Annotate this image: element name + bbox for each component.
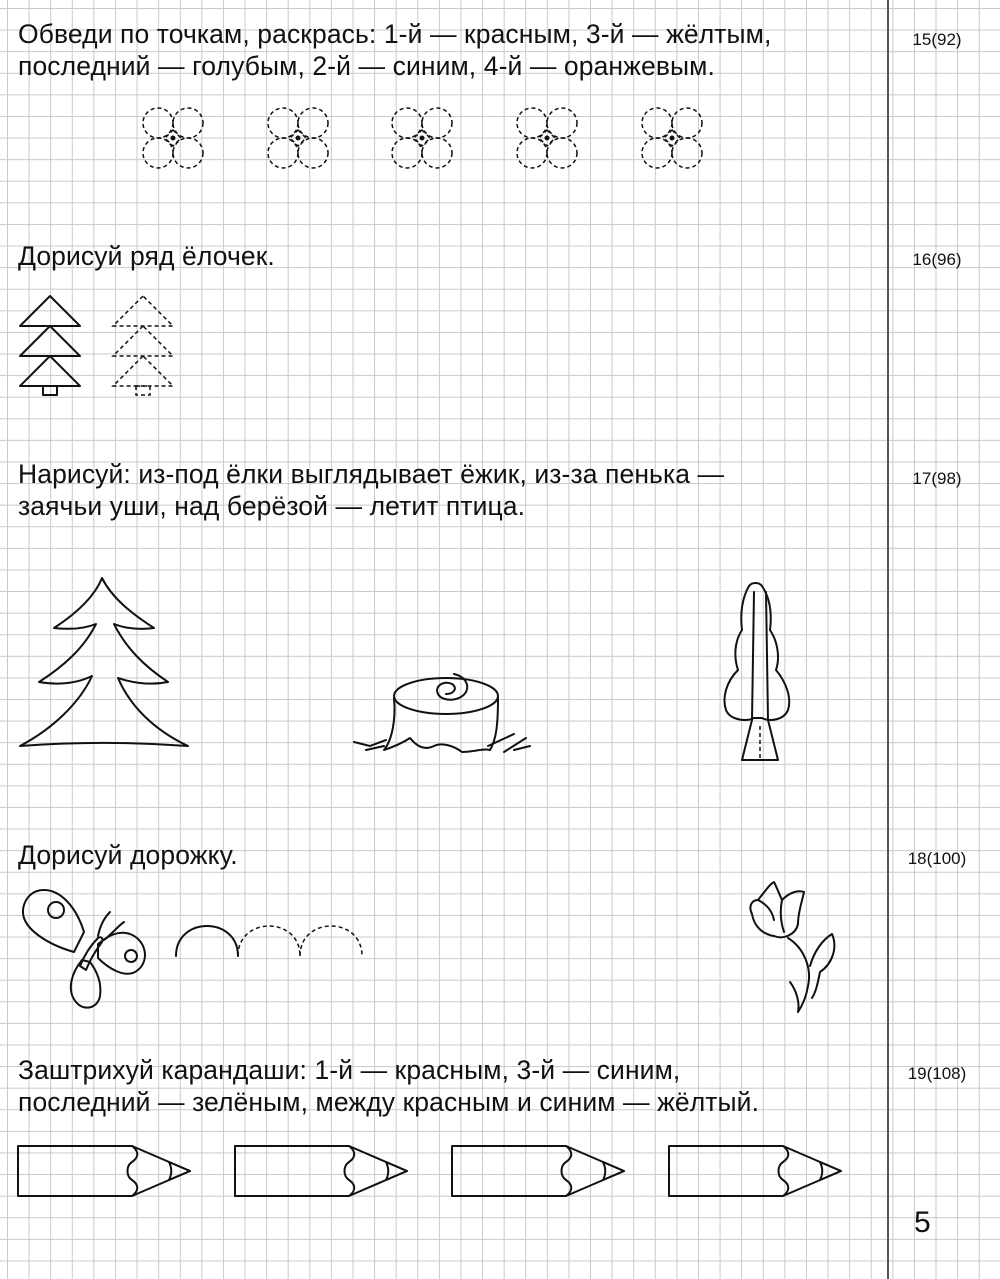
task-17-number: 17(98) [912, 469, 962, 488]
task-15-line-1: Обведи по точкам, раскрась: 1-й — красным, 3-й — жёлтым, [18, 19, 772, 49]
task-15-number: 15(92) [912, 30, 962, 49]
task-16-line-1: Дорисуй ряд ёлочек. [18, 241, 275, 271]
spruce-outline [20, 578, 188, 746]
dotted-flower-3 [392, 108, 452, 168]
task-17-line-2: заячьи уши, над берёзой — летит птица. [18, 491, 526, 521]
dotted-flower-1 [143, 108, 203, 168]
fir-trees-row [14, 292, 194, 402]
task-17-text [18, 458, 888, 522]
solid-fir-tree [20, 296, 80, 395]
task-17-line-1: Нарисуй: из-под ёлки выглядывает ёжик, из-за пенька — [18, 459, 725, 489]
task-19-number: 19(108) [907, 1064, 967, 1083]
pencil-4 [669, 1146, 841, 1196]
hill-path [176, 926, 362, 956]
dotted-flowers-row [130, 95, 730, 185]
task-18-text [18, 839, 888, 871]
birch-tree [725, 583, 790, 760]
tree-stump [354, 674, 530, 752]
dotted-flower-5 [642, 108, 702, 168]
forest-scene [14, 570, 814, 770]
task-15-text [18, 18, 888, 82]
dashed-fir-tree [113, 296, 173, 395]
butterfly [23, 890, 145, 1008]
task-19-line-2: последний — зелёным, между красным и синим — жёлтый. [18, 1087, 760, 1117]
tulip [750, 882, 834, 1012]
dotted-flower-2 [268, 108, 328, 168]
pencil-2 [235, 1146, 407, 1196]
task-16-text [18, 240, 888, 272]
pencils-row [14, 1138, 874, 1208]
path-scene [14, 878, 844, 1028]
pencil-3 [452, 1146, 624, 1196]
pencil-1 [18, 1146, 190, 1196]
task-18-number: 18(100) [907, 849, 967, 868]
task-16-number: 16(96) [912, 250, 962, 269]
task-19-text [18, 1054, 888, 1118]
dotted-flower-4 [517, 108, 577, 168]
task-19-line-1: Заштрихуй карандаши: 1-й — красным, 3-й — синим, [18, 1055, 681, 1085]
page-number: 5 [914, 1206, 931, 1239]
task-18-line-1: Дорисуй дорожку. [18, 840, 238, 870]
task-15-line-2: последний — голубым, 2-й — синим, 4-й — оранжевым. [18, 51, 715, 81]
